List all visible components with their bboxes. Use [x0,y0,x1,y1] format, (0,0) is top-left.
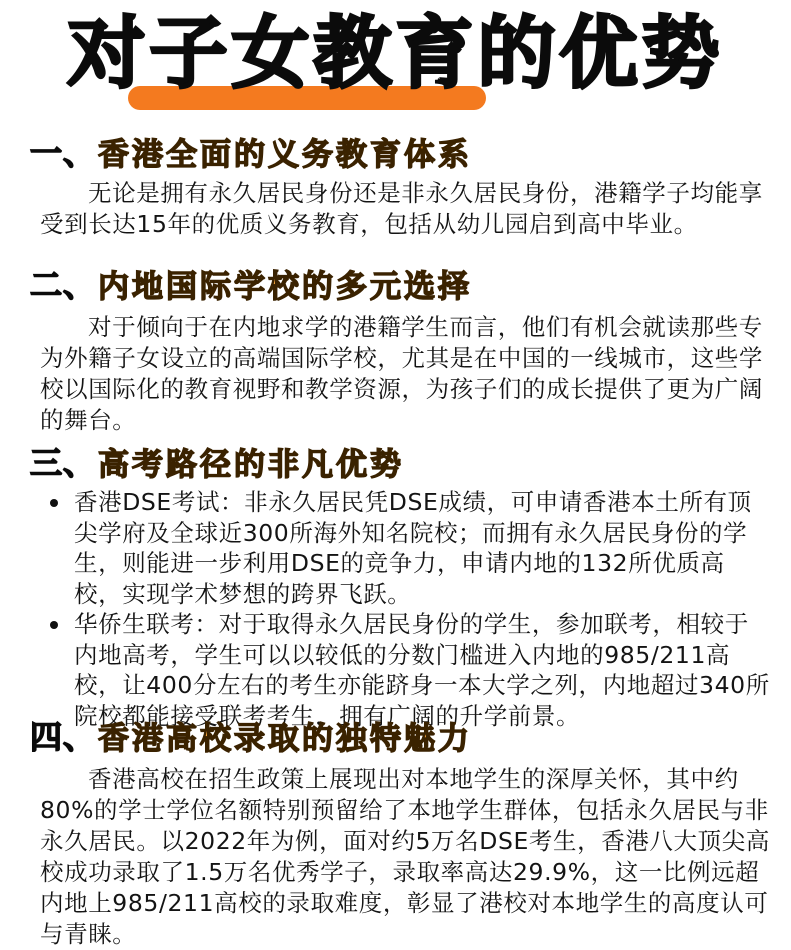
section-number: 四、 [30,718,97,756]
section-heading-label: 香港全面的义务教育体系 [98,136,473,173]
section-heading-4 [30,715,472,755]
section-heading-2 [30,263,472,303]
page-title-block [0,6,791,110]
section-paragraph-1: 无论是拥有永久居民身份还是非永久居民身份，港籍学子均能享受到长达15年的优质义务教育，包括从幼儿园启到高中毕业。 [40,179,763,238]
section-paragraph-2: 对于倾向于在内地求学的港籍学生而言，他们有机会就读那些专为外籍子女设立的高端国际学校，尤其是在中国的一线城市，这些学校以国际化的教育视野和教学资源，为孩子们的成长提供了更为广阔的舞台。 [40,313,763,434]
list-item-text: 香港DSE考试：非永久居民凭DSE成绩，可申请香港本土所有顶尖学府及全球近300所海外知名院校；而拥有永久居民身份的学生，则能进一步利用DSE的竞争力，申请内地的132所优质高校，实现学术梦想的跨界飞跃。 [74,488,752,608]
section-number: 二、 [30,266,97,304]
section-heading-label: 高考路径的非凡优势 [98,446,405,483]
bullet-dot-icon [50,621,58,629]
page-title: 对子女教育的优势 [67,9,724,99]
section-number: 三、 [30,444,97,482]
section-heading-label: 香港高校录取的独特魅力 [98,720,473,757]
bullet-dot-icon [50,499,58,507]
section-bullet-list-3 [40,487,770,731]
list-item-text: 华侨生联考：对于取得永久居民身份的学生，参加联考，相较于内地高考，学生可以以较低的分数门槛进入内地的985/211高校，让400分左右的考生亦能跻身一本大学之列，内地超过340所院校都能接受联考考生，拥有广阔的升学前景。 [74,610,770,730]
section-heading-label: 内地国际学校的多元选择 [98,268,473,305]
list-item [40,487,770,609]
section-heading-3 [30,441,404,481]
section-paragraph-4: 香港高校在招生政策上展现出对本地学生的深厚关怀，其中约80%的学士学位名额特别预留给了本地学生群体，包括永久居民与非永久居民。以2022年为例，面对约5万名DSE考生，香港八大顶尖高校成功录取了1.5万名优秀学子，录取率高达29.9%，这一比例远超内地上985/211高校的录取难度，彰显了港校对本地学生的高度认可与青睐。 [40,765,770,948]
section-heading-1 [30,131,472,171]
section-number: 一、 [30,134,97,172]
